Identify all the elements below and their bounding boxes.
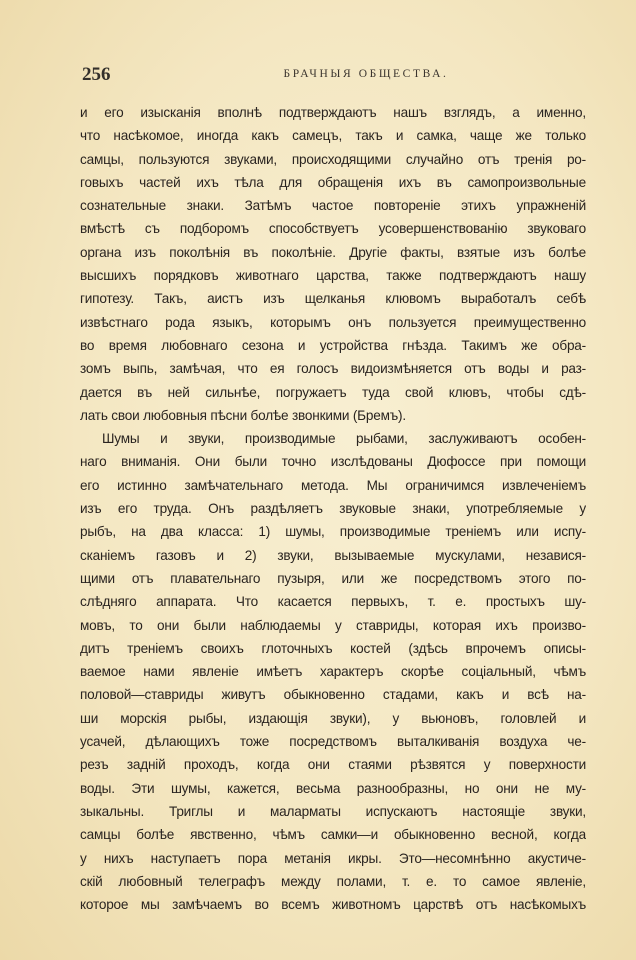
text-line: сканіемъ газовъ и 2) звуки, вызываемые мускулами, независя-	[80, 547, 586, 563]
text-line: усачей, дѣлающихъ тоже посредствомъ выталкиванія воздуха че-	[80, 734, 586, 750]
text-line: органа изъ поколѣнія въ поколѣніе. Другіе факты, взятые изъ болѣе	[80, 244, 586, 260]
text-line: и его изысканія вполнѣ подтверждаютъ нашъ взглядъ, а именно,	[80, 105, 586, 120]
text-line: скій любовный телеграфъ между полами, т. е. то самое явленіе,	[80, 873, 586, 889]
text-line: щими отъ плавательнаго пузыря, или же посредствомъ этого по-	[80, 570, 586, 586]
page-number: 256	[82, 64, 111, 85]
text-line: дается въ ней сильнѣе, погружаетъ туда свой клювъ, чтобы сдѣ-	[80, 384, 586, 400]
text-line: мовъ, то они были наблюдаемы у ставриды, которая ихъ произво-	[80, 617, 586, 633]
text-line: гипотезу. Такъ, аистъ изъ щелканья клювомъ выработалъ себѣ	[80, 291, 586, 307]
text-line: дитъ треніемъ своихъ глоточныхъ костей (здѣсь впрочемъ описы-	[80, 640, 586, 656]
text-line: Шумы и звуки, производимые рыбами, заслуживаютъ особен-	[102, 431, 586, 447]
text-line: вмѣстѣ съ подборомъ способствуетъ усовершенствованію звуковаго	[80, 221, 586, 237]
text-line: резъ задній проходъ, когда они стаями рѣзвятся у поверхности	[80, 757, 586, 773]
text-line: говыхъ частей ихъ тѣла для обращенія ихъ въ самопроизвольные	[80, 174, 586, 190]
text-line: высшихъ порядковъ животнаго царства, также подтверждаютъ нашу	[80, 268, 586, 284]
text-line: которое мы замѣчаемъ во всемъ животномъ царствѣ отъ насѣкомыхъ	[80, 897, 586, 913]
text-line: ши морскія рыбы, издающія звуки), у вьюновъ, головлей и	[80, 710, 586, 726]
text-line: его истинно замѣчательнаго метода. Мы ограничимся извлеченіемъ	[80, 477, 586, 493]
page-header	[82, 64, 602, 84]
text-line: зомъ выпь, замѣчая, что ея голосъ видоизмѣняется отъ воды и раз-	[80, 361, 586, 377]
text-line: что насѣкомое, иногда какъ самецъ, такъ и самка, чаще же только	[80, 128, 586, 144]
text-line: изъ его труда. Онъ раздѣляетъ звуковые знаки, употребляемые у	[80, 501, 586, 517]
text-line: лать свои любовныя пѣсни болѣе звонкими (Бремъ).	[80, 407, 406, 423]
running-title: БРАЧНЫЯ ОБЩЕСТВА.	[283, 68, 449, 80]
text-line: ваемое нами явленіе имѣетъ характеръ скорѣе соціальный, чѣмъ	[80, 664, 586, 680]
text-line: слѣдняго аппарата. Что касается первыхъ, т. е. простыхъ шу-	[80, 594, 586, 610]
text-line: извѣстнаго рода языкъ, которымъ онъ пользуется преимущественно	[80, 314, 586, 330]
text-line: самцы болѣе явственно, чѣмъ самки—и обыкновенно весной, когда	[80, 827, 586, 843]
text-line: наго вниманія. Они были точно изслѣдованы Дюфоссе при помощи	[80, 454, 586, 470]
text-line: зыкальны. Триглы и маларматы испускаютъ настоящіе звуки,	[80, 803, 586, 819]
text-line: сознательные знаки. Затѣмъ частое повтореніе этихъ упражненій	[80, 198, 586, 214]
text-line: половой—ставриды живутъ обыкновенно стадами, какъ и всѣ на-	[80, 687, 586, 703]
text-line: во время любовнаго сезона и устройства гнѣзда. Такимъ же обра-	[80, 337, 586, 353]
text-line: у нихъ наступаетъ пора метанія икры. Это—несомнѣнно акустиче-	[80, 850, 586, 866]
text-line: самцы, пользуются звуками, происходящими случайно отъ тренія ро-	[80, 151, 586, 167]
text-line: воды. Эти шумы, кажется, весьма разнообразны, но они не му-	[80, 780, 586, 796]
text-line: рыбъ, на два класса: 1) шумы, производимые треніемъ или испу-	[80, 524, 586, 540]
body-text	[80, 101, 586, 916]
